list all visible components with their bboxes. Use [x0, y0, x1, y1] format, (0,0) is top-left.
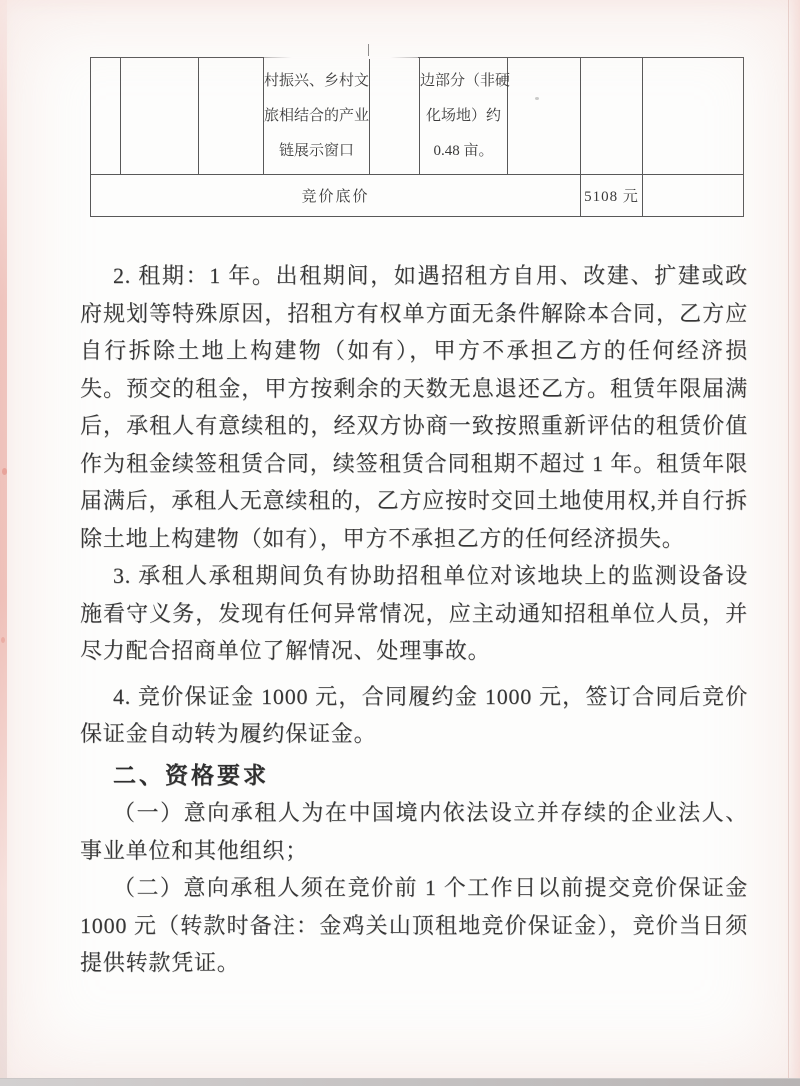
industry-desc-line: 旅相结合的产业 [264, 107, 370, 124]
scan-faded-border [264, 56, 418, 59]
table-cell-empty [121, 58, 199, 175]
industry-desc-line: 村振兴、乡村文 [264, 72, 370, 89]
table-cell-area-desc [420, 58, 511, 175]
table-cell-industry-desc [264, 58, 370, 175]
industry-desc-line: 链展示窗口 [278, 142, 354, 159]
area-desc-line: 化场地）约 [425, 107, 501, 124]
table-cell-empty [199, 58, 264, 175]
qualification-item-2: （二）意向承租人须在竞价前 1 个工作日以前提交竞价保证金 1000 元（转款时备注：金鸡关山顶租地竞价保证金），竞价当日须提供转款凭证。 [80, 875, 748, 975]
table-cell-empty [91, 58, 121, 175]
clause-equipment-duty: 3. 承租人承租期间负有协助招租单位对该地块上的监测设备设施看守义务，发现有任何异常情况，应主动通知招租单位人员，并尽力配合招商单位了解情况、处理事故。 [80, 563, 748, 663]
table-row [91, 58, 744, 175]
qualification-item-1: （一）意向承租人为在中国境内依法设立并存续的企业法人、事业单位和其他组织； [80, 800, 748, 863]
scan-gray-speck [535, 97, 539, 100]
floor-price-label-cell: 竞价底价 [91, 175, 581, 217]
scan-bottom-edge [0, 1078, 800, 1086]
scan-right-edge [788, 0, 800, 1086]
clause-deposit: 4. 竞价保证金 1000 元，合同履约金 1000 元，签订合同后竞价保证金自动转为履约保证金。 [80, 683, 748, 746]
table-cell-empty [643, 58, 744, 175]
table-cell-empty [508, 58, 581, 175]
table-cell-empty [370, 58, 420, 175]
table-row-floor-price [91, 175, 744, 217]
lease-info-table [90, 57, 744, 217]
clause-lease-term: 2. 租期：1 年。出租期间，如遇招租方自用、改建、扩建或政府规划等特殊原因，招租方有权单方面无条件解除本合同，乙方应自行拆除土地上构建物（如有），甲方不承担乙方的任何经济损失。预交的租金，甲方按剩余的天数无息退还乙方。租赁年限届满后，承租人有意续租的，经双方协商一致按照重新评估的租赁价值作为租金续签租赁合同，续签租赁合同租期不超过 1 年。租赁年限届满后，承租人无意续租的，乙方应按时交回土地使用权,并自行拆除土地上构建物（如有），甲方不承担乙方的任何经济损失。 [80, 263, 748, 551]
table-cell-empty [643, 175, 744, 217]
document-body [80, 257, 748, 982]
scan-left-edge [0, 0, 7, 1086]
area-desc-line: 边部分（非硬 [420, 72, 511, 89]
floor-price-value-cell: 5108 元 [581, 175, 643, 217]
section-heading-qualification: 二、资格要求 [113, 761, 269, 788]
table-cell-empty [581, 58, 643, 175]
area-desc-line: 0.48 亩。 [433, 142, 494, 159]
